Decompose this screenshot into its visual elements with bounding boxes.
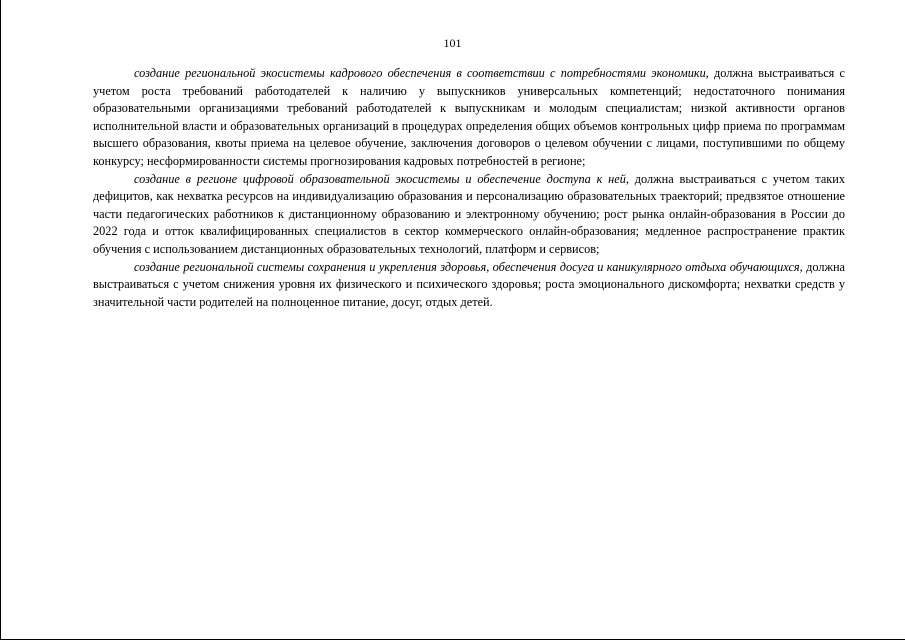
paragraph-digital-ecosystem [93,171,845,259]
paragraph-body: , должна выстраиваться с учетом снижения уровня их физического и психического здоровья; роста эмоционального дискомфорта; нехватки средств у значительной части родителей на полноценное питание, досуг, отдых детей. [93,259,846,309]
paragraph-lead: создание региональной экосистемы кадрового обеспечения в соответствии с потребностями экономики [134,66,706,80]
paragraph-lead: создание региональной системы сохранения и укрепления здоровья, обеспечения досуга и каникулярного отдыха обучающихся [134,259,800,274]
paragraph-body: , должна выстраиваться с учетом таких дефицитов, как нехватка ресурсов на индивидуализацию образования и персонализацию образовательных траекторий; предвзятое отношение части педагогических работников к дистанционному образованию и электронному обучению; рост рынка онлайн-образования в России до 2022 года и отток квалифицированных специалистов в сектор коммерческого онлайн-образования; медленное распространение практик обучения с использованием дистанционных образовательных технологий, платформ и сервисов; [93,171,845,256]
paragraph-lead: создание в регионе цифровой образовательной экосистемы и обеспечение доступа к ней [134,171,626,186]
paragraph-staffing-ecosystem [93,65,845,171]
document-body [93,65,845,311]
page-number: 101 [443,36,462,50]
paragraph-body: , должна выстраиваться с учетом роста требований работодателей к наличию у выпускников универсальных компетенций; недостаточного понимания образовательными организациями требований работодателей к выпускникам и молодым специалистам; низкой активности органов исполнительной власти и образовательных организаций в процедурах определения общих объемов контрольных цифр приема по программам высшего образования, квоты приема на целевое обучение, заключения договоров о целевом обучении с лицами, поступившими по общему конкурсу; несформированности системы прогнозирования кадровых потребностей в регионе; [93,66,845,168]
paragraph-health-leisure [93,259,845,312]
